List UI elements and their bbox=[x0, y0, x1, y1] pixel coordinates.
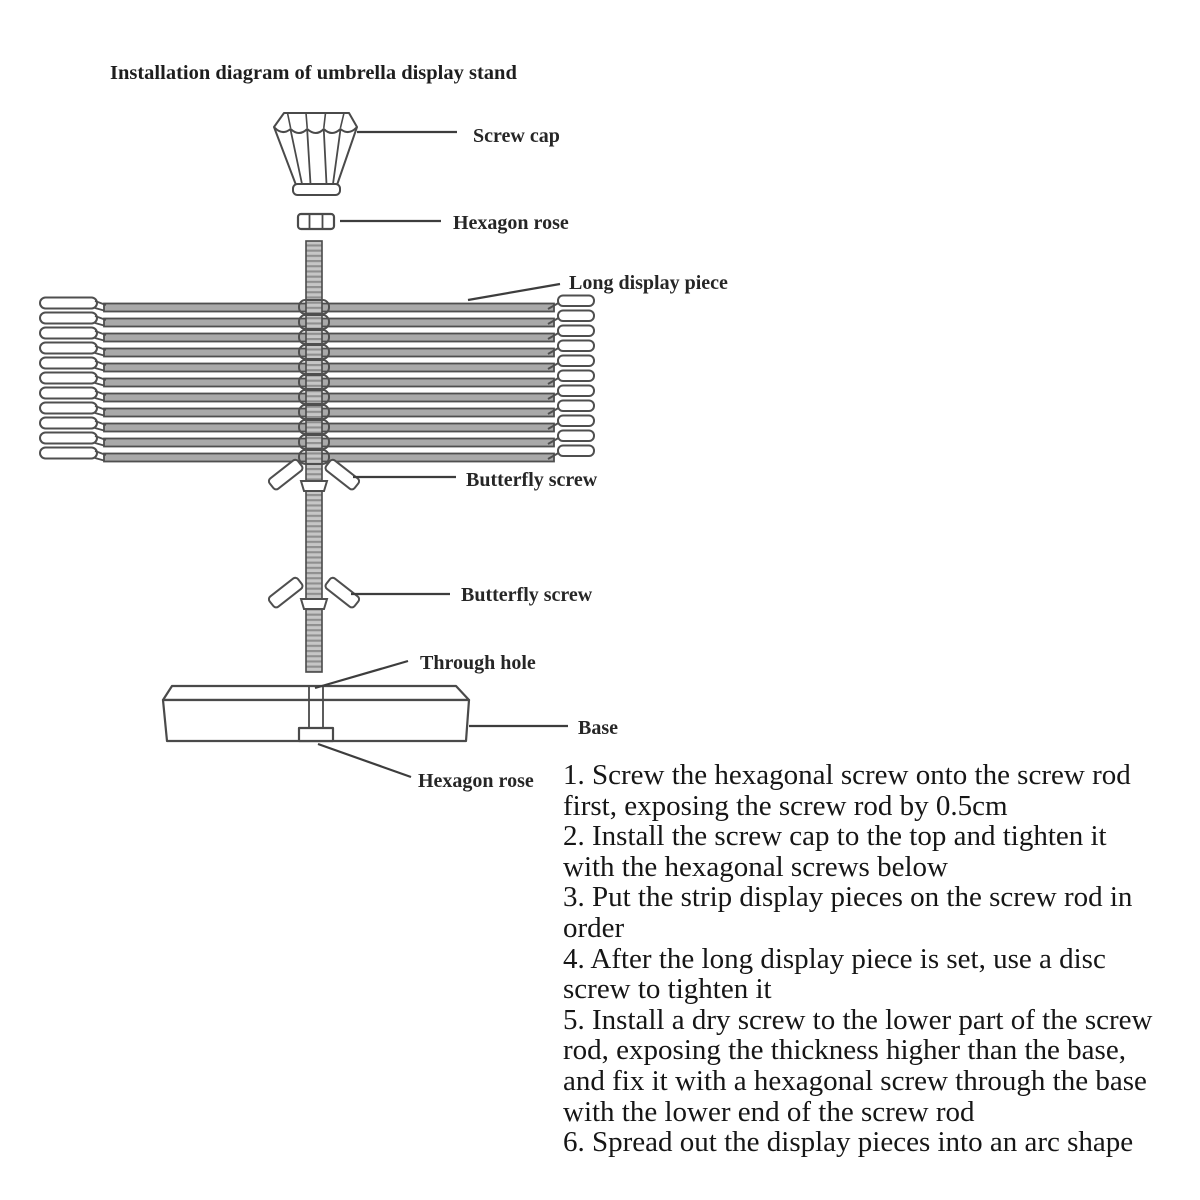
instruction-step: 3. Put the strip display pieces on the screw rod in order bbox=[563, 881, 1133, 944]
instruction-step: 4. After the long display piece is set, use a disc screw to tighten it bbox=[563, 942, 1106, 1006]
instruction-step: 1. Screw the hexagonal screw onto the screw rod first, exposing the screw rod by 0.5cm bbox=[563, 759, 1131, 822]
label-butterfly-screw-bottom: Butterfly screw bbox=[461, 584, 593, 606]
label-hexagon-rose-top: Hexagon rose bbox=[453, 212, 569, 234]
base-drawing bbox=[163, 686, 469, 741]
screw-cap-drawing bbox=[274, 113, 357, 195]
label-long-display-piece: Long display piece bbox=[569, 272, 728, 294]
instruction-step: 6. Spread out the display pieces into an arc shape bbox=[563, 1126, 1134, 1159]
hexagon-rose-top-drawing bbox=[298, 214, 334, 229]
leader-through-hole bbox=[315, 661, 408, 688]
leader-hexagon-rose-bottom bbox=[318, 744, 411, 777]
instruction-step: 2. Install the screw cap to the top and tighten it with the hexagonal screws below bbox=[563, 820, 1107, 883]
page-title: Installation diagram of umbrella display stand bbox=[110, 62, 517, 84]
label-screw-cap: Screw cap bbox=[473, 125, 560, 147]
label-hexagon-rose-bottom: Hexagon rose bbox=[418, 770, 534, 792]
instruction-step: 5. Install a dry screw to the lower part of the screw rod, exposing the thickness higher than the base, and fix it with a hexagonal screw through the base with the lower end of the screw rod bbox=[563, 1003, 1153, 1128]
assembly-instructions bbox=[563, 760, 1159, 1158]
label-base: Base bbox=[578, 717, 618, 739]
label-butterfly-screw-top: Butterfly screw bbox=[466, 469, 598, 491]
hexagon-rose-bottom-drawing bbox=[299, 728, 333, 741]
label-through-hole: Through hole bbox=[420, 652, 536, 674]
leader-long-display-piece bbox=[468, 284, 560, 300]
